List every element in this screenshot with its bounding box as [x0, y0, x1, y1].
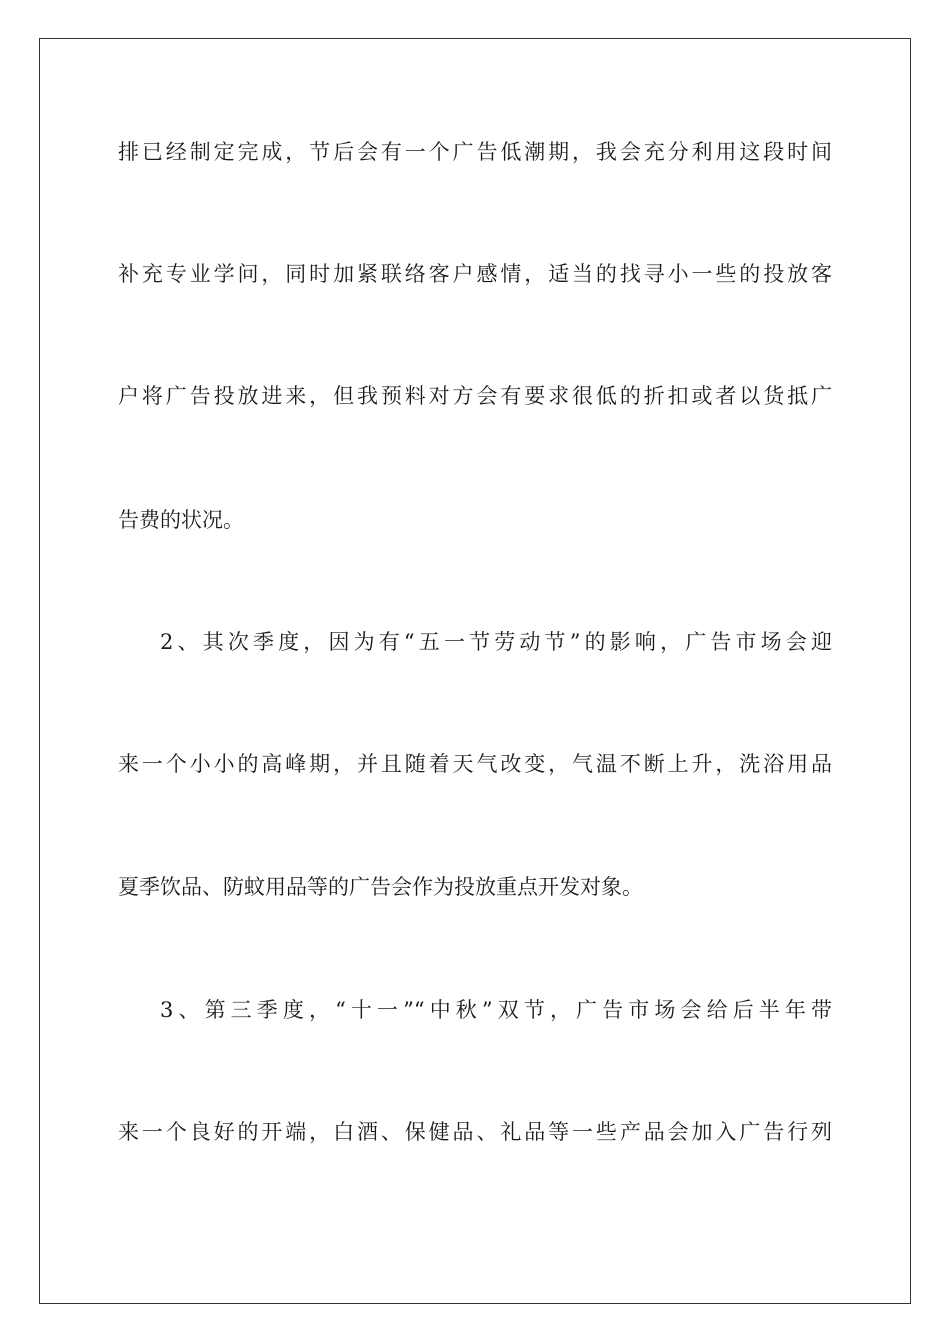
- paragraph-2-line-3: 夏季饮品、防蚊用品等的广告会作为投放重点开发对象。: [118, 875, 643, 899]
- paragraph-2-line-1: 2、其次季度，因为有“五一节劳动节”的影响，广告市场会迎: [160, 630, 832, 654]
- text-line-3: 户将广告投放进来，但我预料对方会有要求很低的折扣或者以货抵广: [118, 384, 832, 408]
- text-line-2: 补充专业学问，同时加紧联络客户感情，适当的找寻小一些的投放客: [118, 262, 832, 286]
- paragraph-3-line-2: 来一个良好的开端，白酒、保健品、礼品等一些产品会加入广告行列: [118, 1120, 832, 1144]
- page-border: [39, 38, 911, 1304]
- text-line-1: 排已经制定完成，节后会有一个广告低潮期，我会充分利用这段时间: [118, 140, 832, 164]
- paragraph-3-line-1: 3、第三季度，“十一”“中秋”双节，广告市场会给后半年带: [160, 998, 832, 1022]
- text-line-4: 告费的状况。: [118, 508, 244, 532]
- paragraph-2-line-2: 来一个小小的高峰期，并且随着天气改变，气温不断上升，洗浴用品: [118, 752, 832, 776]
